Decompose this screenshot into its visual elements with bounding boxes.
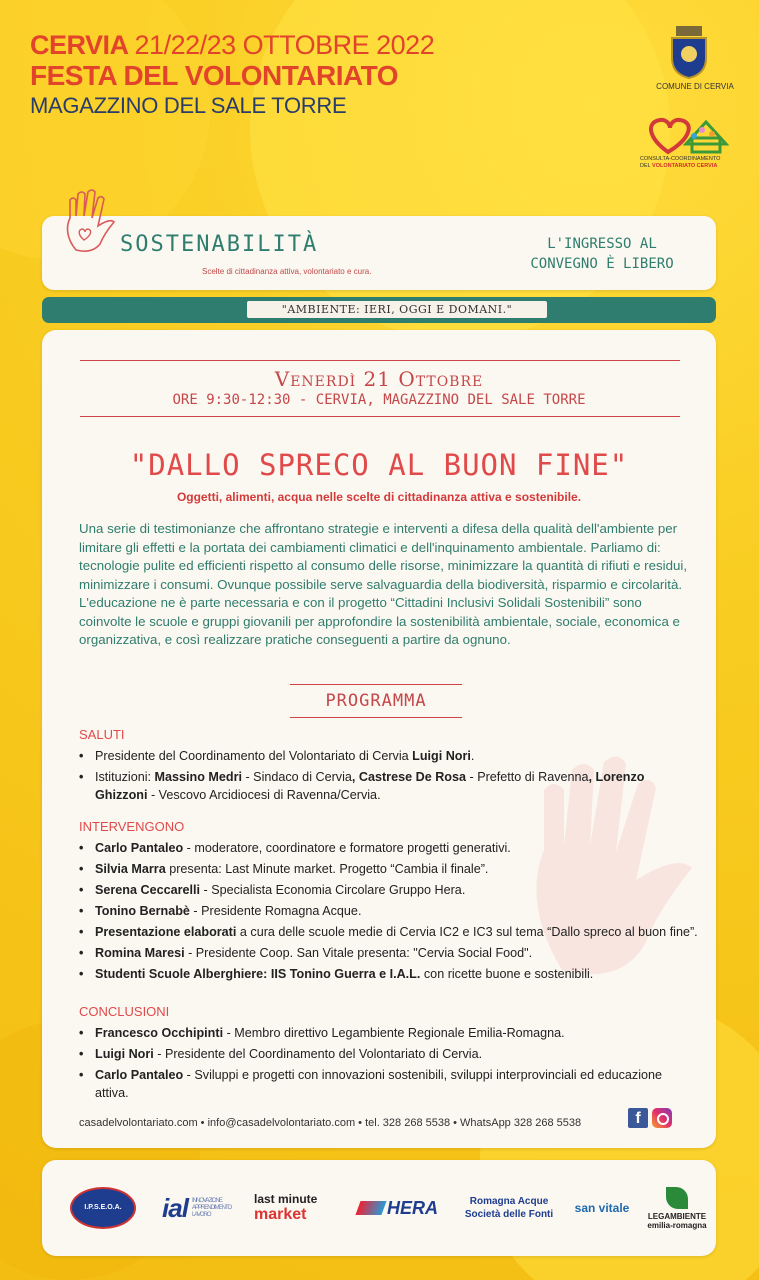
facebook-icon[interactable]: f: [628, 1108, 648, 1128]
ipseoa-logo: I.P.S.E.O.A.: [68, 1180, 138, 1236]
list-item: • Presidente del Coordinamento del Volontariato di Cervia Luigi Nori.: [79, 747, 699, 765]
intervengono-heading: INTERVENGONO: [79, 819, 185, 834]
list-item: • Silvia Marra presenta: Last Minute market. Progetto “Cambia il finale”.: [79, 860, 699, 878]
hand-heart-icon: [62, 188, 122, 258]
event-description: Una serie di testimonianze che affrontano strategie e interventi a difesa della qualità dell'ambiente per limitare gli effetti e la portata dei cambiamenti climatici e dell'inquinamento ambientale. Parliamo di: tecnologie pulite ed efficienti rispetto al consumo delle risorse, minimizzare la quantità di rifiuti e residui, minimizzare i consumi. Ovunque possibile serve salvaguardia della biodiversità, risparmio e circolarità. L'educazione ne è parte necessaria e con il progetto “Cittadini Inclusivi Solidali Sostenibili” sono coinvolte le scuole e gruppi giovanili per approfondire la sostenibilità ambientale, sociale, economica e organizzativa, e così realizzare pratiche conseguenti a partire da ognuno.: [79, 521, 688, 647]
list-item: • Luigi Nori - Presidente del Coordinamento del Volontariato di Cervia.: [79, 1045, 699, 1063]
event-title: "DALLO SPRECO AL BUON FINE": [129, 448, 629, 482]
last-minute-market-logo: last minute market: [254, 1192, 318, 1223]
list-item: • Serena Ceccarelli - Specialista Economia Circolare Gruppo Hera.: [79, 881, 699, 899]
ial-logo: ial INNOVAZIONE APPRENDIMENTO LAVORO: [162, 1192, 232, 1223]
hera-logo: HERA: [358, 1180, 438, 1236]
festival-title: FESTA DEL VOLONTARIATO: [30, 60, 399, 91]
comune-label: COMUNE DI CERVIA: [656, 82, 734, 91]
free-entry-notice: L'INGRESSO AL CONVEGNO È LIBERO: [530, 236, 674, 272]
event-date: Venerdì 21 Ottobre: [274, 367, 484, 391]
programma-title: PROGRAMMA: [290, 684, 462, 718]
list-item: • Carlo Pantaleo - moderatore, coordinatore e formatore progetti generativi.: [79, 839, 699, 857]
sostenibilita-banner: [42, 216, 716, 290]
program-card: [42, 330, 716, 1148]
conclusioni-list: [79, 1024, 699, 1105]
sostenibilita-subtitle: Scelte di cittadinanza attiva, volontariato e cura.: [202, 267, 372, 276]
list-item: • Studenti Scuole Alberghiere: IIS Tonino Guerra e I.A.L. con ricette buone e sostenibili.: [79, 965, 699, 983]
divider: [80, 360, 680, 361]
list-item: • Francesco Occhipinti - Membro direttivo Legambiente Regionale Emilia-Romagna.: [79, 1024, 699, 1042]
list-item: • Istituzioni: Massino Medri - Sindaco di Cervia, Castrese De Rosa - Prefetto di Ravenna, Lorenzo Ghizzoni - Vescovo Arcidiocesi di Ravenna/Cervia.: [79, 768, 699, 804]
contacts-line: casadelvolontariato.com • info@casadelvolontariato.com • tel. 328 268 5538 • WhatsApp 328 268 5538: [79, 1117, 582, 1129]
san-vitale-logo: san vitale: [574, 1201, 630, 1215]
city-dates: [30, 30, 434, 60]
dates: 21/22/23 OTTOBRE 2022: [134, 30, 435, 60]
instagram-icon[interactable]: [652, 1108, 672, 1128]
event-time-place: ORE 9:30-12:30 - CERVIA, MAGAZZINO DEL SALE TORRE: [172, 392, 586, 408]
saluti-list: [79, 747, 699, 807]
theme-label: "AMBIENTE: IERI, OGGI E DOMANI.": [247, 301, 547, 318]
list-item: • Carlo Pantaleo - Sviluppi e progetti con innovazioni sostenibili, sviluppi interprovinciali ed educazione attiva.: [79, 1066, 699, 1102]
event-subtitle: Oggetti, alimenti, acqua nelle scelte di cittadinanza attiva e sostenibile.: [176, 490, 582, 504]
legambiente-logo: LEGAMBIENTE emilia-romagna: [642, 1180, 712, 1236]
city: CERVIA: [30, 30, 129, 60]
sostenibilita-title: SOSTENABILITÀ: [120, 232, 319, 257]
intervengono-list: [79, 839, 699, 986]
partner-logos: [42, 1160, 716, 1256]
social-links: [628, 1108, 672, 1128]
romagna-acque-logo: Romagna Acque Società delle Fonti: [464, 1196, 554, 1220]
saluti-heading: SALUTI: [79, 727, 125, 742]
event-header: [30, 30, 434, 120]
theme-band: [42, 297, 716, 323]
list-item: • Tonino Bernabè - Presidente Romagna Acque.: [79, 902, 699, 920]
venue: MAGAZZINO DEL SALE TORRE: [30, 93, 347, 118]
list-item: • Romina Maresi - Presidente Coop. San Vitale presenta: "Cervia Social Food".: [79, 944, 699, 962]
divider: [80, 416, 680, 417]
list-item: • Presentazione elaborati a cura delle scuole medie di Cervia IC2 e IC3 sul tema “Dallo spreco al buon fine”.: [79, 923, 699, 941]
conclusioni-heading: CONCLUSIONI: [79, 1004, 170, 1019]
consulta-label: CONSULTA-COORDINAMENTO DEL VOLONTARIATO CERVIA: [640, 156, 721, 169]
comune-emblem-icon: [664, 24, 714, 80]
